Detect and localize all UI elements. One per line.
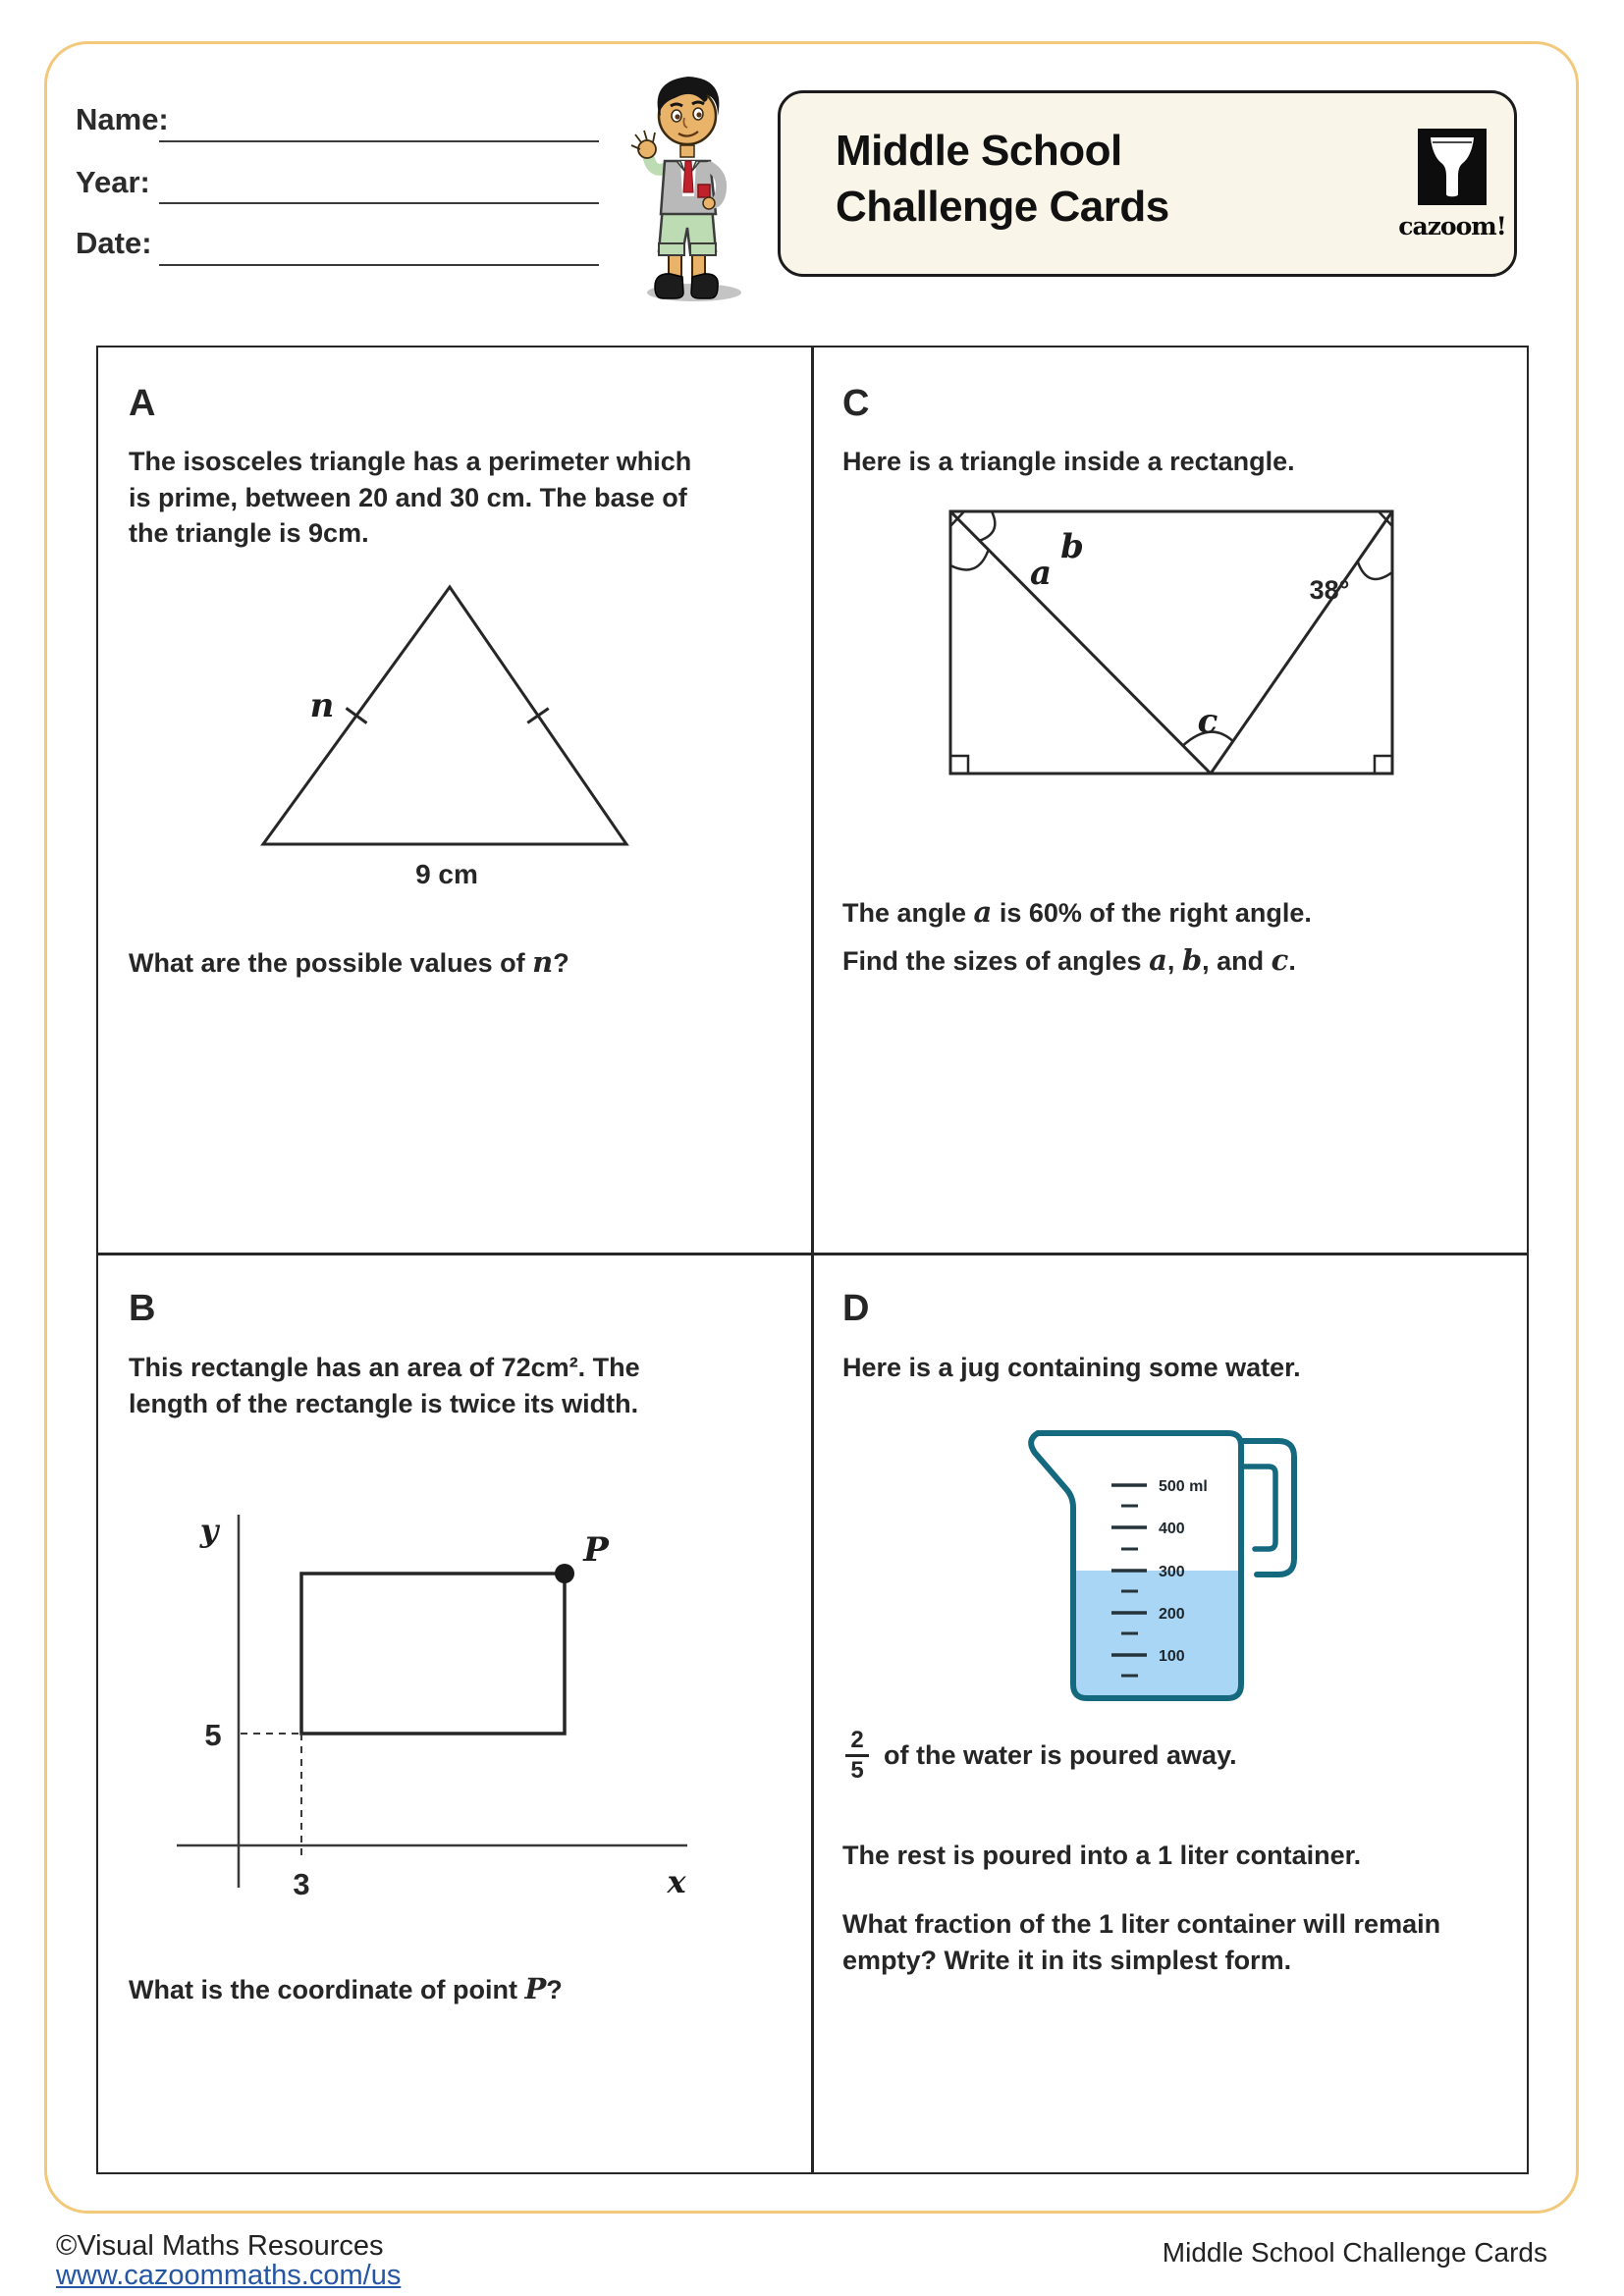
card-c-triangle-in-rectangle-diagram [923,489,1414,805]
date-label: Date: [76,226,152,260]
title-box [778,90,1517,277]
jug-label-500: 500 ml [1159,1478,1208,1495]
angle-a-arc [950,550,989,569]
card-a-question-variable: n [532,945,554,979]
card-a-intro: The isosceles triangle has a perimeter which is prime, between 20 and 30 cm. The base of the triangle is 9cm. [129,447,692,548]
footer-copyright: ©Visual Maths Resources [56,2230,384,2262]
grid-vertical-divider [811,347,814,2172]
card-c-l2-var-c: c [1271,943,1289,977]
card-c-l1-pre: The angle [842,898,974,928]
card-c-question-line-1 [842,888,1490,936]
fraction-denominator: 5 [850,1757,864,1784]
card-d-fraction-line [842,1728,1237,1784]
title-line-1: Middle School [836,127,1122,175]
card-c-l2-var-a: a [1149,943,1167,977]
student-character-illustration [612,59,759,306]
jug-label-300: 300 [1159,1564,1185,1580]
worksheet-title [836,123,1169,235]
card-c-intro: Here is a triangle inside a rectangle. [842,447,1295,476]
fraction-numerator: 2 [850,1727,864,1753]
cazoom-logo-text: cazoom! [1398,212,1506,240]
footer-title: Middle School Challenge Cards [1162,2237,1547,2268]
tick-mark-left-side [347,708,367,722]
jug-handle-inner [1243,1467,1275,1549]
card-a-isosceles-triangle-diagram [236,567,658,891]
card-a-question-text: What are the possible values of [129,948,533,978]
card-c-question [842,888,1490,985]
bottom-left-right-angle-mark [950,756,968,774]
footer-website-link[interactable]: www.cazoommaths.com/us [56,2260,402,2291]
jug-label-100: 100 [1159,1648,1185,1665]
card-c-question-line-2 [842,936,1490,985]
y-axis-label: y [199,1512,219,1549]
angle-38-arc [1358,561,1392,579]
card-d-line-3: What fraction of the 1 liter container will remain empty? Write it in its simplest form. [842,1909,1441,1975]
tick-mark-right-side [527,709,548,723]
card-c-l2-post: . [1288,946,1296,976]
card-b-question [129,1971,563,2008]
card-d-fraction-text: of the water is poured away. [884,1740,1237,1771]
angle-38-label: 38° [1309,575,1350,605]
card-c-l2-sep1: , [1166,946,1182,976]
jug-label-400: 400 [1159,1521,1185,1537]
card-a-letter: A [129,383,156,424]
cazoom-logo [1395,129,1509,240]
card-d-letter: D [842,1288,870,1329]
card-a-question-mark: ? [553,948,569,978]
angle-a-label: a [1029,554,1053,593]
fraction-two-fifths [842,1728,872,1784]
y-value-label: 5 [204,1718,222,1752]
rectangle-shape [301,1574,565,1734]
angle-b-arc [980,511,996,541]
name-input-line[interactable] [159,140,599,142]
card-c-letter: C [842,383,870,424]
water-fill [1075,1571,1239,1696]
point-p-dot [555,1564,574,1583]
grid-horizontal-divider [98,1253,1527,1255]
year-label: Year: [76,165,150,199]
jug-handle-outer [1243,1441,1294,1575]
card-b-coordinate-diagram [152,1500,712,1932]
name-label: Name: [76,102,169,136]
title-line-2: Challenge Cards [836,183,1169,231]
card-b-question-variable: P [524,1972,547,2005]
cazoom-drum-icon [1418,129,1487,205]
card-b-question-mark: ? [546,1975,563,2004]
x-value-label: 3 [293,1867,310,1901]
card-a-question [129,944,569,982]
card-d-intro: Here is a jug containing some water. [842,1353,1301,1382]
jug-label-200: 200 [1159,1606,1185,1623]
bottom-right-right-angle-mark [1375,756,1392,774]
card-b-intro: This rectangle has an area of 72cm². The length of the rectangle is twice its width. [129,1353,640,1418]
angle-c-label: c [1197,702,1218,741]
card-c-l2-var-b: b [1181,943,1203,977]
angle-b-label: b [1060,527,1084,566]
card-c-l1-var: a [973,895,993,929]
date-input-line[interactable] [159,264,599,266]
card-b-letter: B [129,1288,156,1329]
card-c-l2-sep2: , and [1202,946,1272,976]
point-p-label: P [583,1530,609,1570]
card-b-question-text: What is the coordinate of point [129,1975,525,2004]
card-c-l1-post: is 60% of the right angle. [992,898,1312,928]
x-axis-label: x [667,1863,686,1900]
card-d-measuring-jug-diagram [1021,1421,1335,1716]
card-d-line-2: The rest is poured into a 1 liter container. [842,1841,1362,1870]
base-length-label: 9 cm [415,859,478,889]
card-c-l2-pre: Find the sizes of angles [842,946,1150,976]
year-input-line[interactable] [159,202,599,204]
side-length-label: n [309,686,335,725]
